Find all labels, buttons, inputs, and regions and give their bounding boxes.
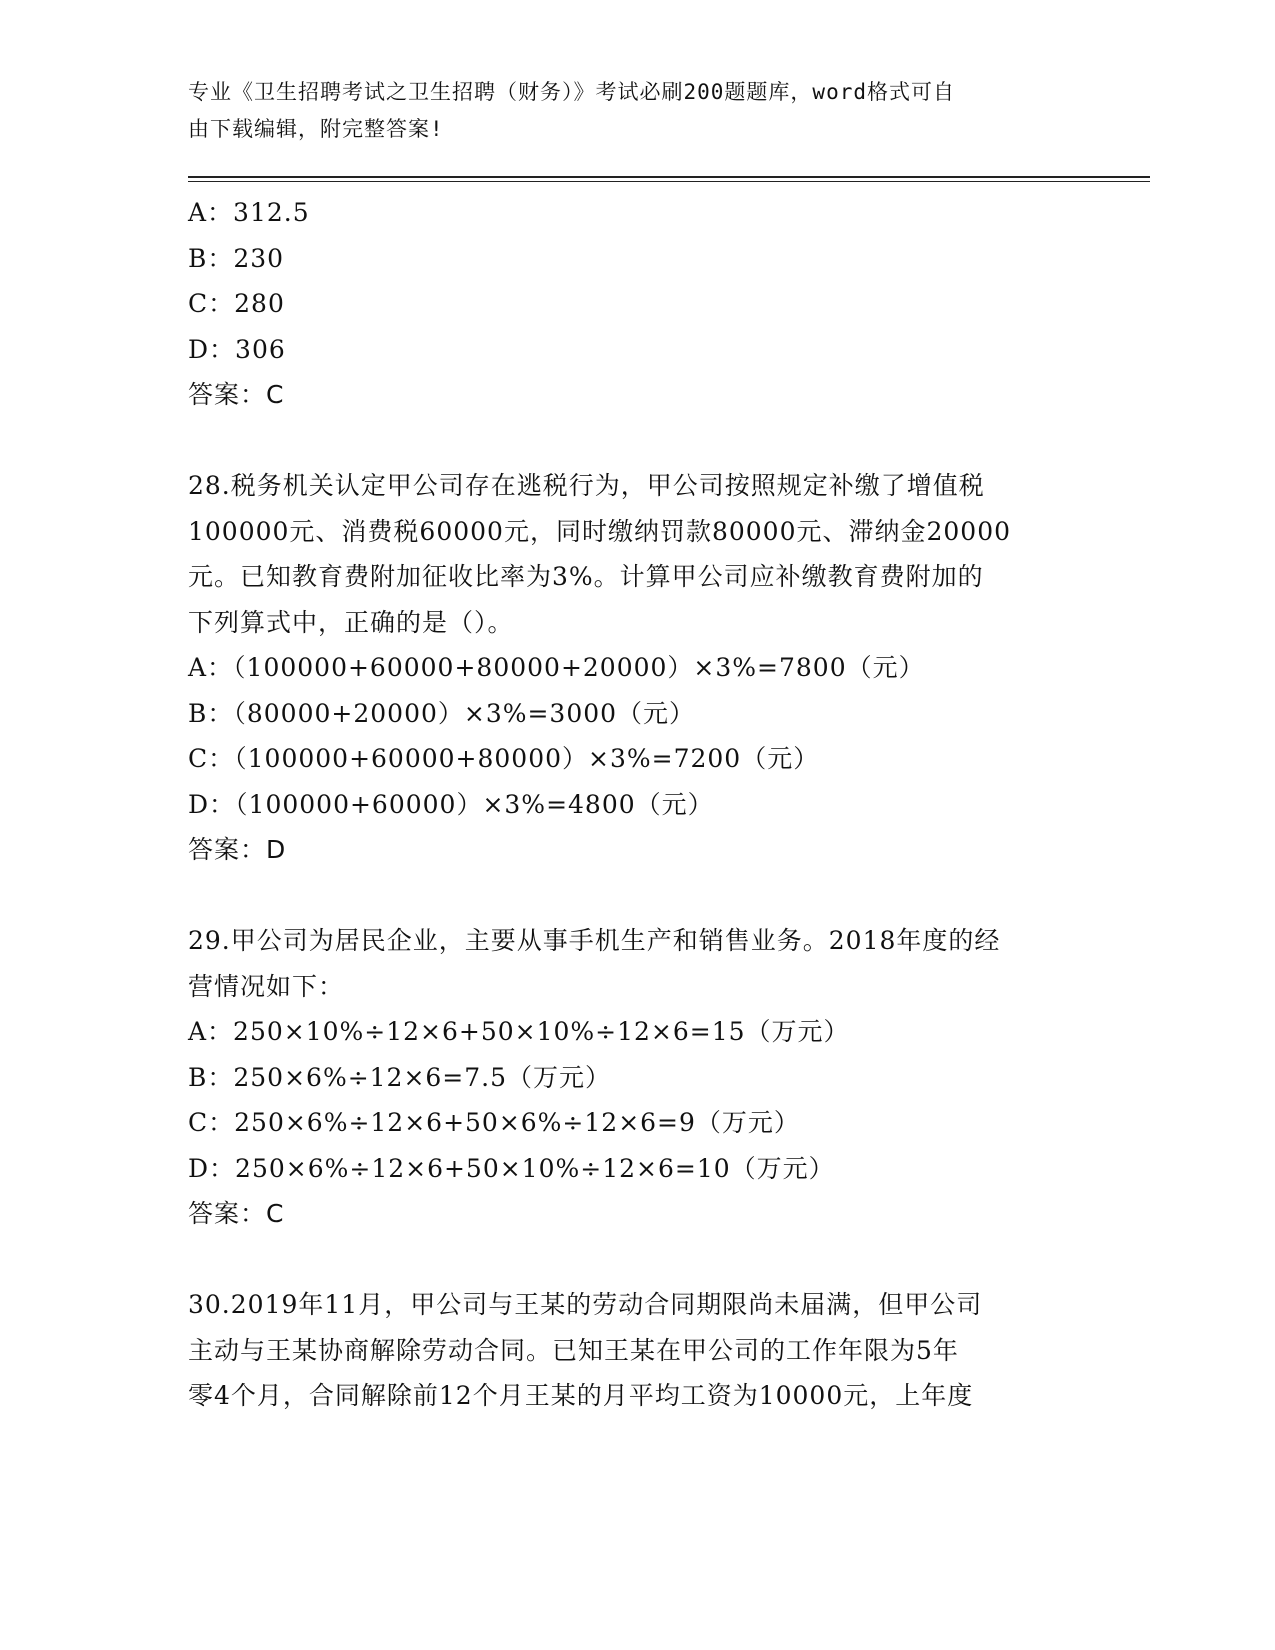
header-rule-thick: [188, 176, 1150, 178]
option-d: D：306: [188, 334, 286, 364]
option-c: C：250×6%÷12×6+50×6%÷12×6=9（万元）: [188, 1108, 800, 1137]
header-rule-thin: [188, 181, 1150, 182]
option-d: D：（100000+60000）×3%=4800（元）: [188, 789, 714, 819]
spacer: [188, 1237, 1088, 1283]
question-stem-line: 零4个月，合同解除前12个月王某的月平均工资为10000元，上年度: [188, 1381, 974, 1410]
question-stem-line: 28.税务机关认定甲公司存在逃税行为，甲公司按照规定补缴了增值税: [188, 471, 985, 500]
document-body: [188, 190, 1088, 1419]
question-stem-line: 100000元、消费税60000元，同时缴纳罚款80000元、滞纳金20000: [188, 516, 1012, 546]
option-a: A：250×10%÷12×6+50×10%÷12×6=15（万元）: [188, 1017, 850, 1046]
option-d: D：250×6%÷12×6+50×10%÷12×6=10（万元）: [188, 1153, 835, 1183]
option-b: B：230: [188, 243, 285, 273]
option-a: A：312.5: [188, 198, 310, 227]
question-stem-line: 元。已知教育费附加征收比率为3%。计算甲公司应补缴教育费附加的: [188, 562, 984, 591]
question-stem-line: 30.2019年11月，甲公司与王某的劳动合同期限尚未届满，但甲公司: [188, 1290, 983, 1319]
spacer: [188, 873, 1088, 919]
option-b: B：250×6%÷12×6=7.5（万元）: [188, 1062, 612, 1092]
question-stem-line: 29.甲公司为居民企业，主要从事手机生产和销售业务。2018年度的经: [188, 926, 1001, 955]
header-line-2: 由下载编辑，附完整答案!: [188, 117, 444, 141]
prev-question: [188, 190, 1088, 418]
question-29: [188, 918, 1088, 1237]
question-stem-line: 营情况如下：: [188, 971, 345, 1001]
answer: 答案：D: [188, 835, 287, 864]
question-stem-line: 主动与王某协商解除劳动合同。已知王某在甲公司的工作年限为5年: [188, 1335, 959, 1365]
option-b: B：（80000+20000）×3%=3000（元）: [188, 698, 696, 728]
question-28: [188, 463, 1088, 873]
answer: 答案：C: [188, 1199, 285, 1228]
option-a: A：（100000+60000+80000+20000）×3%=7800（元）: [188, 653, 925, 682]
option-c: C：280: [188, 289, 285, 318]
answer: 答案：C: [188, 380, 285, 409]
header-line-1: 专业《卫生招聘考试之卫生招聘（财务）》考试必刷200题题库，word格式可自: [188, 80, 955, 104]
spacer: [188, 418, 1088, 464]
document-header: [188, 74, 1068, 148]
option-c: C：（100000+60000+80000）×3%=7200（元）: [188, 744, 820, 773]
question-30: [188, 1282, 1088, 1419]
question-stem-line: 下列算式中，正确的是（）。: [188, 607, 514, 637]
